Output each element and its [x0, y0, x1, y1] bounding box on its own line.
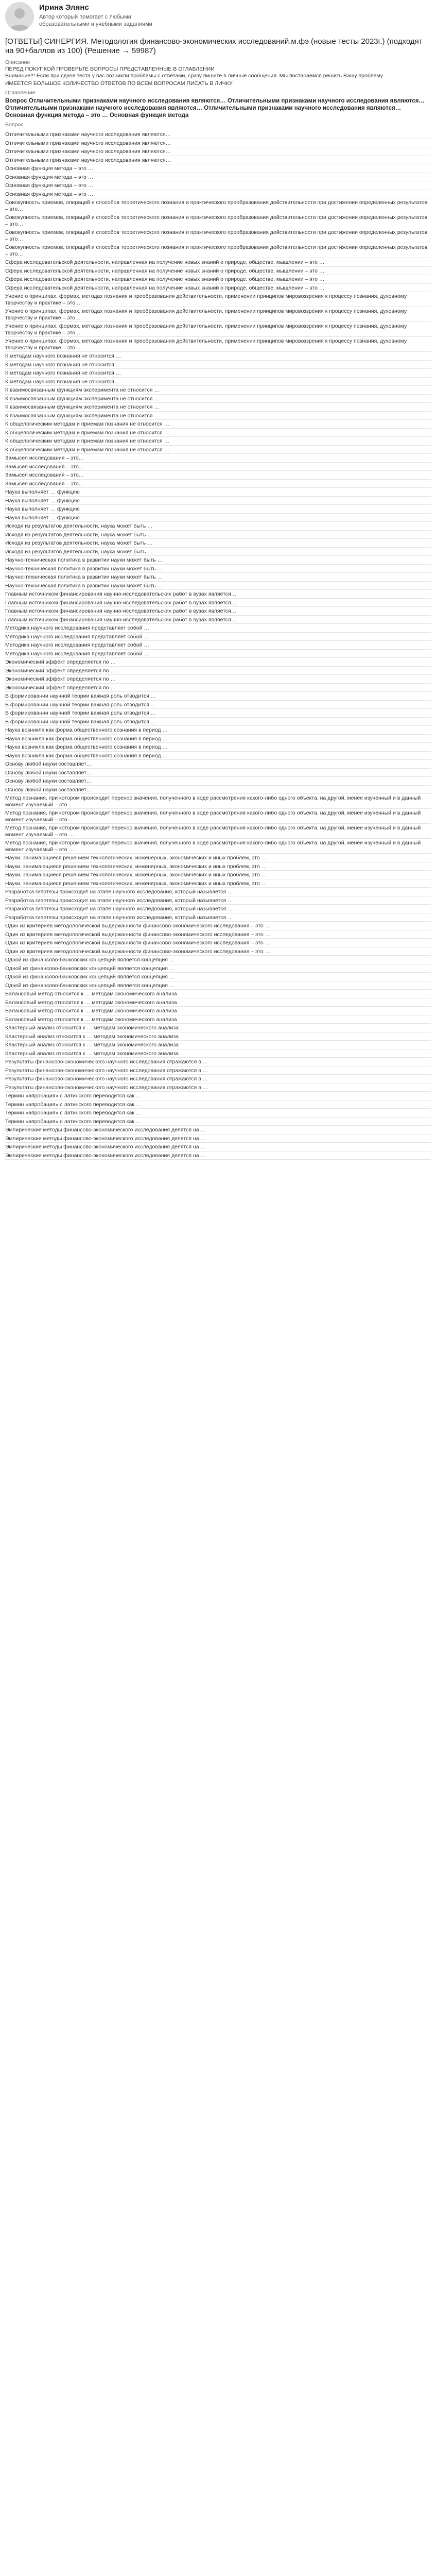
question-item: [5, 896, 431, 905]
question-item: [5, 446, 431, 454]
questions-label: Вопрос: [5, 122, 24, 128]
question-text: Совокупность приемов, операций и способов теоретического познания и практического преобразования действительности при достижении определенных результатов – это…: [5, 214, 428, 227]
question-text: Экономический эффект определяется по …: [5, 676, 116, 682]
question-text: Методика научного исследования представляет собой …: [5, 633, 149, 640]
question-item: [5, 147, 431, 156]
question-text: Методика научного исследования представляет собой …: [5, 650, 149, 657]
question-text: Наука возникла как форма общественного сознания в период …: [5, 727, 168, 733]
question-text: Отличительными признаками научного исследования являются…: [5, 131, 171, 138]
question-item: [5, 582, 431, 590]
question-item: [5, 735, 431, 743]
question-item: [5, 505, 431, 514]
question-item: [5, 913, 431, 922]
description-label: Описание: [5, 59, 30, 65]
description-line: ИМЕЕТСЯ БОЛЬШОЕ КОЛИЧЕСТВО ОТВЕТОВ ПО ВСЕМ ВОПРОСАМ ПИСАТЬ В ЛИЧКУ: [5, 80, 233, 87]
question-item: [5, 243, 431, 258]
question-text: Учение о принципах, формах, методах познания и преобразования действительности, применении принципов мировоззрения к процессу познания, духовному творчеству и практике – это …: [5, 308, 407, 321]
question-text: Результаты финансово-экономического научного исследования отражаются в …: [5, 1076, 208, 1082]
question-item: [5, 1032, 431, 1041]
author-name[interactable]: Ирина Элянс: [39, 3, 89, 12]
question-item: [5, 1066, 431, 1075]
question-text: К взаимосвязанным функциям эксперимента не относится …: [5, 412, 160, 419]
question-item: [5, 752, 431, 760]
question-item: [5, 599, 431, 607]
question-text: Наука возникла как форма общественного сознания в период …: [5, 735, 168, 742]
question-item: [5, 130, 431, 139]
question-item: [5, 497, 431, 505]
question-item: [5, 514, 431, 522]
question-text: К методам научного познания не относится …: [5, 353, 121, 359]
question-item: [5, 361, 431, 369]
question-text: Балансовый метод относится к … методам экономического анализа: [5, 991, 177, 997]
question-text: Термин «апробация» с латинского переводится как …: [5, 1110, 142, 1116]
question-item: [5, 307, 431, 322]
question-text: Метод познания, при котором происходит перенос значения, полученного в ходе рассмотрения какого-либо одного объекта, на другой, менее изученный и в данный момент изучаемый – это …: [5, 810, 421, 823]
question-item: [5, 709, 431, 718]
question-item: [5, 198, 431, 213]
question-item: [5, 760, 431, 769]
question-item: [5, 454, 431, 463]
question-item: [5, 395, 431, 403]
description-line: Внимание!!! Если при сдаче теста у вас возникли проблемы с ответами, сразу пишите в личные сообщения. Мы постараемся решить Вашу проблему.: [5, 73, 384, 79]
question-text: Сфера исследовательской деятельности, направленная на получение новых знаний о природе, обществе, мышлении – это …: [5, 259, 325, 265]
question-text: Эмпирические методы финансово-экономического исследования делятся на …: [5, 1144, 206, 1150]
question-text: Науки, занимающиеся решением технологических, инженерных, экономических и иных проблем, это …: [5, 855, 267, 861]
question-text: Главным источником финансирования научно-исследовательских работ в вузах является…: [5, 591, 237, 597]
question-text: Наука выполняет … функцию: [5, 489, 80, 495]
question-item: [5, 284, 431, 293]
question-item: [5, 213, 431, 228]
question-text: К общелогическим методам и приемам познания не относится …: [5, 421, 170, 427]
question-text: Научно-техническая политика в развитии науки может быть …: [5, 557, 163, 563]
question-text: Метод познания, при котором происходит перенос значения, полученного в ходе рассмотрения какого-либо одного объекта, на другой, менее изученный и в данный момент изучаемый – это …: [5, 825, 421, 838]
toc-text: Вопрос Отличительными признаками научного исследования являются… Отличительными признаками научного исследования являются… Отличительными признаками научного исследования являются… Отличительными признаками научного исследования являются… Основная функция метода – это … Основная функция метода: [5, 98, 425, 118]
question-text: Кластерный анализ относится к … методам экономического анализа: [5, 1050, 179, 1057]
question-item: [5, 981, 431, 990]
question-text: Одной из финансово-банковских концепций является концепция …: [5, 965, 175, 972]
question-text: Исходя из результатов деятельности, наука может быть …: [5, 540, 153, 546]
question-text: Одной из финансово-банковских концепций является концепция …: [5, 957, 175, 963]
question-item: [5, 190, 431, 199]
question-text: Одной из финансово-банковских концепций является концепция …: [5, 982, 175, 989]
question-item: [5, 1109, 431, 1117]
question-text: Замысел исследования – это…: [5, 455, 84, 461]
question-text: Результаты финансово-экономического научного исследования отражаются в …: [5, 1067, 208, 1074]
question-text: Наука возникла как форма общественного сознания в период …: [5, 752, 168, 759]
question-item: [5, 1143, 431, 1151]
question-item: [5, 548, 431, 556]
question-text: Кластерный анализ относится к … методам экономического анализа: [5, 1025, 179, 1031]
question-text: Разработка гипотезы происходит на этапе научного исследования, который называется …: [5, 914, 233, 921]
question-item: [5, 378, 431, 386]
avatar-person-icon: [5, 2, 34, 31]
question-item: [5, 786, 431, 794]
question-text: Экономический эффект определяется по …: [5, 667, 116, 674]
question-item: [5, 173, 431, 182]
question-text: К взаимосвязанным функциям эксперимента не относится …: [5, 404, 160, 410]
author-info: [39, 2, 158, 28]
question-text: Учение о принципах, формах, методах познания и преобразования действительности, применении принципов мировоззрения к процессу познания, духовному творчеству и практике – это …: [5, 338, 407, 351]
question-text: Науки, занимающиеся решением технологических, инженерных, экономических и иных проблем, это …: [5, 872, 267, 878]
question-text: Методика научного исследования представляет собой …: [5, 642, 149, 648]
question-text: К методам научного познания не относится …: [5, 378, 121, 385]
question-text: Методика научного исследования представляет собой …: [5, 625, 149, 631]
question-text: Один из критериев методологической выдержанности финансово-экономического исследования – это …: [5, 940, 271, 946]
question-text: Замысел исследования – это…: [5, 463, 84, 470]
question-item: [5, 854, 431, 862]
question-item: [5, 641, 431, 650]
question-item: [5, 1100, 431, 1109]
question-item: [5, 990, 431, 998]
question-text: Сфера исследовательской деятельности, направленная на получение новых знаний о природе, обществе, мышлении – это …: [5, 284, 325, 291]
question-text: Научно-техническая политика в развитии науки может быть …: [5, 574, 163, 580]
question-text: Наука выполняет … функцию: [5, 497, 80, 504]
question-item: [5, 590, 431, 599]
question-text: Наука выполняет … функцию: [5, 514, 80, 521]
question-text: Термин «апробация» с латинского переводится как …: [5, 1101, 142, 1108]
question-item: [5, 275, 431, 284]
question-item: [5, 471, 431, 480]
question-text: Экономический эффект определяется по …: [5, 659, 116, 665]
question-text: Балансовый метод относится к … методам экономического анализа: [5, 1016, 177, 1023]
question-item: [5, 998, 431, 1007]
question-text: Совокупность приемов, операций и способов теоретического познания и практического преобразования действительности при достижении определенных результатов – это…: [5, 244, 428, 257]
question-text: Научно-техническая политика в развитии науки может быть …: [5, 565, 163, 572]
question-item: [5, 181, 431, 190]
question-item: [5, 463, 431, 471]
question-item: [5, 139, 431, 148]
question-item: [5, 658, 431, 667]
question-item: [5, 633, 431, 641]
question-item: [5, 1092, 431, 1100]
question-text: Эмпирические методы финансово-экономического исследования делятся на …: [5, 1152, 206, 1159]
question-item: [5, 1134, 431, 1143]
question-text: Результаты финансово-экономического научного исследования отражаются в …: [5, 1084, 208, 1091]
question-item: [5, 1083, 431, 1092]
question-item: [5, 701, 431, 709]
question-text: Основная функция метода – это …: [5, 191, 94, 197]
question-text: Метод познания, при котором происходит перенос значения, полученного в ходе рассмотрения какого-либо одного объекта, на другой, менее изученный и в данный момент изучаемый – это …: [5, 840, 421, 853]
question-item: [5, 922, 431, 930]
question-item: [5, 429, 431, 437]
question-item: [5, 1041, 431, 1049]
question-item: [5, 930, 431, 939]
question-item: [5, 692, 431, 701]
question-item: [5, 164, 431, 173]
question-item: [5, 726, 431, 735]
question-item: [5, 386, 431, 395]
question-text: Кластерный анализ относится к … методам экономического анализа: [5, 1033, 179, 1040]
question-text: Основная функция метода – это …: [5, 182, 94, 189]
question-text: Метод познания, при котором происходит перенос значения, полученного в ходе рассмотрения какого-либо одного объекта, на другой, менее изученный и в данный момент изучаемый – это …: [5, 795, 421, 808]
question-text: Науки, занимающиеся решением технологических, инженерных, экономических и иных проблем, это …: [5, 863, 267, 870]
question-item: [5, 777, 431, 786]
question-text: Учение о принципах, формах, методах познания и преобразования действительности, применении принципов мировоззрения к процессу познания, духовному творчеству и практике – это …: [5, 293, 407, 306]
question-item: [5, 322, 431, 337]
question-text: Один из критериев методологической выдержанности финансово-экономического исследования – это …: [5, 923, 271, 929]
question-item: [5, 667, 431, 675]
question-item: [5, 616, 431, 624]
question-item: [5, 267, 431, 276]
question-item: [5, 1015, 431, 1024]
question-item: [5, 947, 431, 956]
question-text: Основная функция метода – это …: [5, 174, 94, 180]
question-item: [5, 292, 431, 307]
document-title: [ОТВЕТЫ] СИНЕРГИЯ. Методология финансово-экономических исследований.м.фэ (новые тесты 2023г.) (подходят на 90+баллов из 100) (Решение → 59987): [5, 37, 423, 55]
question-text: Основная функция метода – это …: [5, 165, 94, 172]
question-text: Совокупность приемов, операций и способов теоретического познания и практического преобразования действительности при достижении определенных результатов – это…: [5, 229, 428, 242]
question-text: Разработка гипотезы происходит на этапе научного исследования, который называется …: [5, 897, 233, 904]
question-text: Эмпирические методы финансово-экономического исследования делятся на …: [5, 1127, 206, 1133]
question-text: Главным источником финансирования научно-исследовательских работ в вузах является…: [5, 608, 237, 614]
question-item: [5, 565, 431, 573]
question-text: Экономический эффект определяется по …: [5, 684, 116, 691]
question-item: [5, 1049, 431, 1058]
question-item: [5, 480, 431, 488]
question-text: К общелогическим методам и приемам познания не относится …: [5, 429, 170, 436]
question-item: [5, 769, 431, 777]
question-text: Замысел исследования – это…: [5, 480, 84, 487]
question-text: В формировании научной теории важная роль отводится …: [5, 710, 156, 716]
question-item: [5, 258, 431, 267]
question-text: Основу любой науки составляет…: [5, 761, 92, 767]
question-text: Один из критериев методологической выдержанности финансово-экономического исследования – это …: [5, 948, 271, 955]
question-item: [5, 488, 431, 497]
question-item: [5, 412, 431, 420]
question-item: [5, 531, 431, 539]
question-text: Научно-техническая политика в развитии науки может быть …: [5, 582, 163, 589]
question-text: Отличительными признаками научного исследования являются…: [5, 148, 171, 155]
question-text: Термин «апробация» с латинского переводится как …: [5, 1093, 142, 1099]
question-item: [5, 824, 431, 839]
question-item: [5, 352, 431, 361]
question-text: Разработка гипотезы происходит на этапе научного исследования, который называется …: [5, 906, 233, 912]
question-item: [5, 879, 431, 888]
question-item: [5, 1075, 431, 1083]
question-text: Основу любой науки составляет…: [5, 769, 92, 776]
description-line: ПЕРЕД ПОКУПКОЙ ПРОВЕРЬТЕ ВОПРОСЫ ПРЕДСТАВЛЕННЫЕ В ОГЛАВЛЕНИИ: [5, 66, 215, 72]
question-item: [5, 556, 431, 565]
question-item: [5, 939, 431, 947]
question-item: [5, 743, 431, 752]
question-item: [5, 871, 431, 879]
question-text: К общелогическим методам и приемам познания не относится …: [5, 446, 170, 453]
question-text: К взаимосвязанным функциям эксперимента не относится …: [5, 395, 160, 402]
question-item: [5, 839, 431, 854]
question-item: [5, 1024, 431, 1032]
author-block: [5, 2, 431, 33]
question-text: Исходя из результатов деятельности, наука может быть …: [5, 531, 153, 538]
question-item: [5, 905, 431, 913]
question-text: Исходя из результатов деятельности, наука может быть …: [5, 523, 153, 529]
question-item: [5, 624, 431, 633]
question-item: [5, 156, 431, 165]
question-text: К методам научного познания не относится …: [5, 370, 121, 376]
question-text: Сфера исследовательской деятельности, направленная на получение новых знаний о природе, обществе, мышлении – это …: [5, 276, 325, 282]
question-item: [5, 964, 431, 973]
question-text: Наука выполняет … функцию: [5, 506, 80, 512]
question-item: [5, 607, 431, 616]
question-text: Балансовый метод относится к … методам экономического анализа: [5, 1008, 177, 1014]
question-text: Отличительными признаками научного исследования являются…: [5, 157, 171, 163]
question-text: Термин «апробация» с латинского переводится как …: [5, 1118, 142, 1125]
question-item: [5, 403, 431, 412]
question-item: [5, 809, 431, 824]
question-text: Главным источником финансирования научно-исследовательских работ в вузах является…: [5, 599, 237, 606]
question-text: Основу любой науки составляет…: [5, 778, 92, 784]
question-text: Разработка гипотезы происходит на этапе научного исследования, который называется …: [5, 889, 233, 895]
question-item: [5, 718, 431, 726]
author-bio: Автор который помогает с любыми образовательными и учебными заданиями: [39, 14, 152, 27]
question-item: [5, 862, 431, 871]
question-text: Результаты финансово-экономического научного исследования отражаются в …: [5, 1059, 208, 1065]
author-avatar[interactable]: [5, 2, 34, 31]
question-item: [5, 1151, 431, 1160]
question-text: В формировании научной теории важная роль отводится …: [5, 693, 156, 699]
page-container: [0, 0, 436, 1160]
question-list: [5, 130, 431, 1160]
question-item: [5, 437, 431, 446]
question-item: [5, 675, 431, 684]
question-text: К методам научного познания не относится …: [5, 361, 121, 368]
question-text: Сфера исследовательской деятельности, направленная на получение новых знаний о природе, обществе, мышлении – это …: [5, 267, 325, 274]
question-item: [5, 573, 431, 582]
question-text: Эмпирические методы финансово-экономического исследования делятся на …: [5, 1135, 206, 1142]
question-item: [5, 1126, 431, 1134]
question-text: Основу любой науки составляет…: [5, 786, 92, 793]
question-text: Учение о принципах, формах, методах познания и преобразования действительности, применении принципов мировоззрения к процессу познания, духовному творчеству и практике – это …: [5, 323, 407, 336]
question-text: Исходя из результатов деятельности, наука может быть …: [5, 548, 153, 555]
question-text: Один из критериев методологической выдержанности финансово-экономического исследования – это …: [5, 931, 271, 938]
question-item: [5, 973, 431, 981]
question-text: Кластерный анализ относится к … методам экономического анализа: [5, 1042, 179, 1048]
question-item: [5, 1007, 431, 1015]
question-text: Совокупность приемов, операций и способов теоретического познания и практического преобразования действительности при достижении определенных результатов – это…: [5, 199, 428, 212]
question-item: [5, 337, 431, 352]
question-item: [5, 522, 431, 531]
question-text: К общелогическим методам и приемам познания не относится …: [5, 438, 170, 444]
question-text: Наука возникла как форма общественного сознания в период …: [5, 744, 168, 750]
question-text: Балансовый метод относится к … методам экономического анализа: [5, 999, 177, 1006]
question-item: [5, 794, 431, 809]
question-text: В формировании научной теории важная роль отводится …: [5, 718, 156, 725]
question-item: [5, 539, 431, 548]
question-item: [5, 1117, 431, 1126]
question-text: Науки, занимающиеся решением технологических, инженерных, экономических и иных проблем, это …: [5, 880, 267, 887]
toc-label: Оглавление: [5, 90, 36, 96]
question-text: Одной из финансово-банковских концепций является концепция …: [5, 974, 175, 980]
question-item: [5, 369, 431, 378]
question-text: Отличительными признаками научного исследования являются…: [5, 140, 171, 146]
question-item: [5, 420, 431, 429]
question-item: [5, 650, 431, 658]
question-text: К взаимосвязанным функциям эксперимента не относится …: [5, 387, 160, 393]
question-text: В формировании научной теории важная роль отводится …: [5, 701, 156, 708]
question-item: [5, 888, 431, 896]
question-text: Замысел исследования – это…: [5, 472, 84, 478]
question-item: [5, 956, 431, 964]
question-item: [5, 684, 431, 692]
question-text: Главным источником финансирования научно-исследовательских работ в вузах является…: [5, 616, 237, 623]
question-item: [5, 1058, 431, 1066]
question-item: [5, 228, 431, 243]
